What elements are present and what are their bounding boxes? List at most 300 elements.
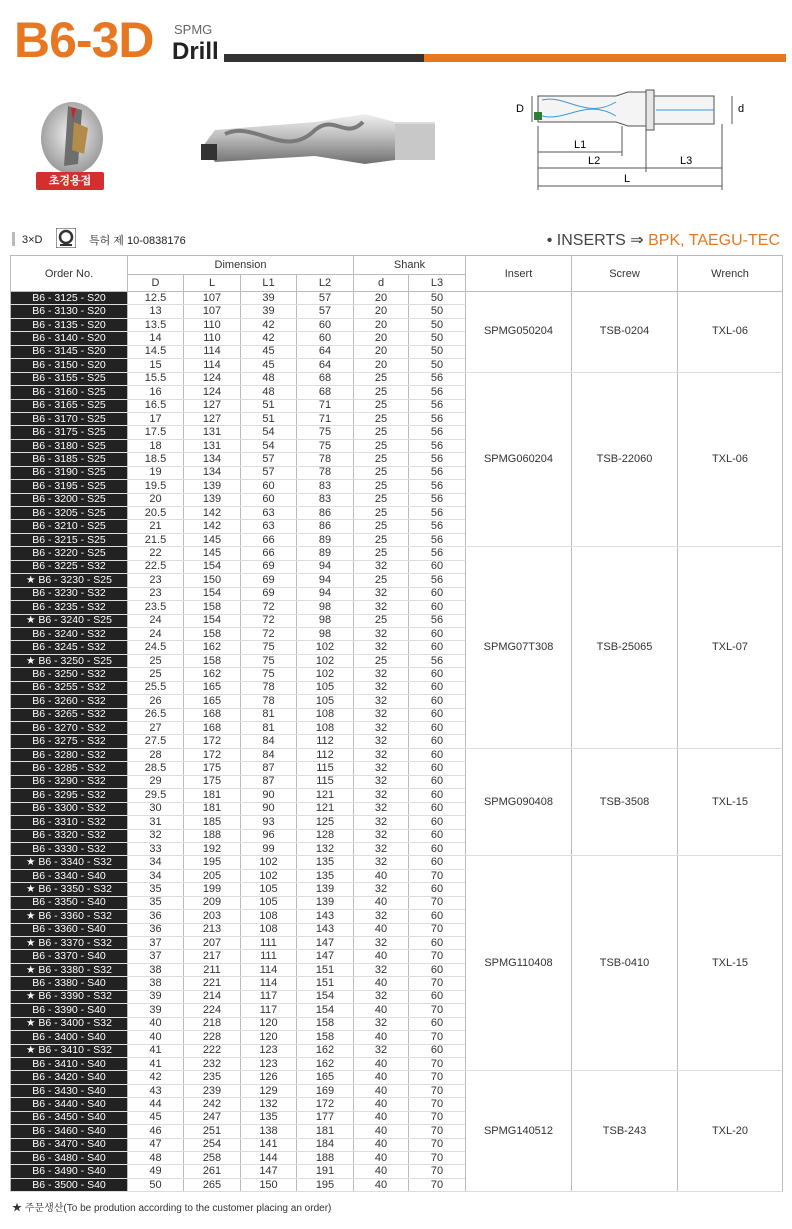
screw-code: TSB-25065 [572, 547, 678, 749]
header-D: D [128, 275, 184, 292]
cell-L: 251 [184, 1125, 241, 1138]
cell-shank-d: 25 [354, 493, 409, 506]
cell-D: 42 [128, 1071, 184, 1084]
table-row [11, 292, 783, 305]
order-number: ★ B6 - 3380 - S32 [11, 963, 128, 976]
cell-L2: 158 [297, 1031, 354, 1044]
cell-D: 23.5 [128, 601, 184, 614]
cell-L1: 45 [241, 345, 297, 358]
cell-L1: 90 [241, 802, 297, 815]
order-number: B6 - 3300 - S32 [11, 802, 128, 815]
cell-L2: 78 [297, 466, 354, 479]
cell-L3: 60 [409, 762, 466, 775]
cell-L1: 93 [241, 816, 297, 829]
cell-L1: 123 [241, 1057, 297, 1070]
cell-L1: 123 [241, 1044, 297, 1057]
cell-shank-d: 40 [354, 1138, 409, 1151]
header-shank: Shank [354, 256, 466, 275]
order-number: B6 - 3310 - S32 [11, 816, 128, 829]
info-marker [12, 232, 15, 246]
cell-L1: 114 [241, 963, 297, 976]
cell-D: 18.5 [128, 453, 184, 466]
order-number: B6 - 3205 - S25 [11, 507, 128, 520]
cell-L1: 147 [241, 1165, 297, 1178]
cell-L: 124 [184, 372, 241, 385]
header-bar [224, 54, 786, 62]
cell-L: 261 [184, 1165, 241, 1178]
cell-D: 29 [128, 775, 184, 788]
cell-L2: 151 [297, 963, 354, 976]
wrench-code: TXL-20 [678, 1071, 783, 1192]
cell-D: 16.5 [128, 399, 184, 412]
cell-L: 134 [184, 453, 241, 466]
order-number: B6 - 3155 - S25 [11, 372, 128, 385]
cell-shank-d: 25 [354, 466, 409, 479]
header-L1: L1 [241, 275, 297, 292]
cell-L1: 78 [241, 695, 297, 708]
cell-L3: 70 [409, 1152, 466, 1165]
cell-L1: 108 [241, 910, 297, 923]
order-number: B6 - 3390 - S40 [11, 1004, 128, 1017]
order-number: B6 - 3410 - S40 [11, 1057, 128, 1070]
cell-D: 13.5 [128, 318, 184, 331]
cell-shank-d: 32 [354, 681, 409, 694]
cell-L1: 57 [241, 466, 297, 479]
order-number: ★ B6 - 3360 - S32 [11, 910, 128, 923]
cell-L2: 86 [297, 507, 354, 520]
cell-L2: 162 [297, 1044, 354, 1057]
insert-code: SPMG07T308 [466, 547, 572, 749]
cell-L1: 72 [241, 614, 297, 627]
table-row [11, 372, 783, 385]
cell-L1: 129 [241, 1084, 297, 1097]
cell-L3: 56 [409, 426, 466, 439]
order-number: B6 - 3145 - S20 [11, 345, 128, 358]
order-number: B6 - 3480 - S40 [11, 1152, 128, 1165]
cell-L2: 191 [297, 1165, 354, 1178]
cell-L: 228 [184, 1031, 241, 1044]
order-number: B6 - 3440 - S40 [11, 1098, 128, 1111]
cell-L3: 60 [409, 1044, 466, 1057]
cell-L: 172 [184, 748, 241, 761]
cell-L2: 83 [297, 480, 354, 493]
cell-D: 30 [128, 802, 184, 815]
inserts-note [547, 230, 780, 250]
order-number: B6 - 3180 - S25 [11, 439, 128, 452]
cell-shank-d: 25 [354, 439, 409, 452]
cell-shank-d: 32 [354, 990, 409, 1003]
dim-d-label: d [738, 103, 745, 115]
order-number: ★ B6 - 3370 - S32 [11, 937, 128, 950]
order-number: B6 - 3270 - S32 [11, 722, 128, 735]
cell-D: 19.5 [128, 480, 184, 493]
depth-ratio-label: 3×D [22, 234, 43, 246]
cell-shank-d: 40 [354, 1004, 409, 1017]
cell-L: 199 [184, 883, 241, 896]
cell-L: 110 [184, 318, 241, 331]
cell-shank-d: 32 [354, 748, 409, 761]
cell-shank-d: 20 [354, 292, 409, 305]
cell-L3: 70 [409, 1098, 466, 1111]
cell-L2: 139 [297, 896, 354, 909]
dim-D-label: D [516, 103, 524, 115]
cell-D: 49 [128, 1165, 184, 1178]
cell-shank-d: 40 [354, 1165, 409, 1178]
cell-D: 14.5 [128, 345, 184, 358]
cell-L1: 54 [241, 426, 297, 439]
cell-L: 168 [184, 722, 241, 735]
cell-L3: 70 [409, 1111, 466, 1124]
order-number: B6 - 3150 - S20 [11, 359, 128, 372]
cell-L: 232 [184, 1057, 241, 1070]
spec-table [10, 255, 783, 1192]
order-number: B6 - 3235 - S32 [11, 601, 128, 614]
cell-D: 41 [128, 1044, 184, 1057]
cell-shank-d: 40 [354, 1125, 409, 1138]
cell-L1: 90 [241, 789, 297, 802]
order-number: B6 - 3295 - S32 [11, 789, 128, 802]
cell-L1: 114 [241, 977, 297, 990]
cell-D: 36 [128, 910, 184, 923]
cell-L: 134 [184, 466, 241, 479]
cell-L1: 102 [241, 869, 297, 882]
cell-L2: 184 [297, 1138, 354, 1151]
inserts-prefix: • INSERTS ⇒ [546, 232, 644, 249]
cell-L3: 50 [409, 292, 466, 305]
screw-code: TSB-0410 [572, 856, 678, 1071]
cell-L1: 72 [241, 627, 297, 640]
screw-code: TSB-22060 [572, 372, 678, 547]
cell-L: 188 [184, 829, 241, 842]
cell-D: 19 [128, 466, 184, 479]
wrench-code: TXL-15 [678, 748, 783, 856]
cell-L1: 60 [241, 493, 297, 506]
cell-D: 35 [128, 896, 184, 909]
insert-code: SPMG110408 [466, 856, 572, 1071]
dim-L-label: L [624, 173, 631, 185]
cell-L: 154 [184, 560, 241, 573]
cell-L: 213 [184, 923, 241, 936]
order-number: B6 - 3140 - S20 [11, 332, 128, 345]
table-row [11, 748, 783, 761]
cell-L3: 56 [409, 412, 466, 425]
cell-L3: 60 [409, 775, 466, 788]
insert-code: SPMG050204 [466, 292, 572, 373]
cell-shank-d: 32 [354, 601, 409, 614]
cell-L3: 60 [409, 883, 466, 896]
cell-shank-d: 32 [354, 856, 409, 869]
cell-L3: 56 [409, 480, 466, 493]
order-number: B6 - 3420 - S40 [11, 1071, 128, 1084]
cell-L3: 70 [409, 1031, 466, 1044]
header-bar-accent [424, 54, 786, 62]
cell-L3: 56 [409, 466, 466, 479]
cell-shank-d: 40 [354, 1098, 409, 1111]
cell-L2: 143 [297, 910, 354, 923]
order-number: B6 - 3210 - S25 [11, 520, 128, 533]
cell-L2: 102 [297, 641, 354, 654]
cell-L2: 102 [297, 668, 354, 681]
cell-L1: 48 [241, 386, 297, 399]
cell-L: 239 [184, 1084, 241, 1097]
cell-D: 17 [128, 412, 184, 425]
order-number: B6 - 3320 - S32 [11, 829, 128, 842]
cell-L1: 39 [241, 292, 297, 305]
cell-L: 209 [184, 896, 241, 909]
cell-shank-d: 32 [354, 695, 409, 708]
wrench-code: TXL-07 [678, 547, 783, 749]
cell-L3: 60 [409, 910, 466, 923]
cell-L3: 70 [409, 896, 466, 909]
cell-D: 23 [128, 587, 184, 600]
order-number: B6 - 3275 - S32 [11, 735, 128, 748]
cell-L3: 60 [409, 1017, 466, 1030]
insert-code: SPMG140512 [466, 1071, 572, 1192]
cell-L2: 71 [297, 412, 354, 425]
order-number: B6 - 3250 - S32 [11, 668, 128, 681]
cell-L2: 169 [297, 1084, 354, 1097]
cell-L: 265 [184, 1178, 241, 1191]
cell-shank-d: 40 [354, 896, 409, 909]
cell-D: 46 [128, 1125, 184, 1138]
order-number: ★ B6 - 3250 - S25 [11, 654, 128, 667]
cell-D: 48 [128, 1152, 184, 1165]
cell-D: 22 [128, 547, 184, 560]
order-number: B6 - 3125 - S20 [11, 292, 128, 305]
cell-L3: 70 [409, 923, 466, 936]
cell-L2: 89 [297, 533, 354, 546]
cell-L: 168 [184, 708, 241, 721]
cell-L: 114 [184, 345, 241, 358]
cell-D: 27.5 [128, 735, 184, 748]
dim-L1-label: L1 [574, 139, 587, 151]
cell-shank-d: 32 [354, 842, 409, 855]
cell-L1: 120 [241, 1017, 297, 1030]
cell-L: 214 [184, 990, 241, 1003]
cell-shank-d: 20 [354, 305, 409, 318]
cell-L2: 177 [297, 1111, 354, 1124]
cell-D: 16 [128, 386, 184, 399]
cell-L1: 42 [241, 318, 297, 331]
cell-L: 221 [184, 977, 241, 990]
cell-L2: 154 [297, 1004, 354, 1017]
cell-shank-d: 32 [354, 910, 409, 923]
order-number: ★ B6 - 3230 - S25 [11, 574, 128, 587]
cell-L2: 154 [297, 990, 354, 1003]
cell-L3: 56 [409, 533, 466, 546]
cell-L2: 98 [297, 601, 354, 614]
order-number: B6 - 3220 - S25 [11, 547, 128, 560]
cell-L3: 70 [409, 1057, 466, 1070]
cell-L1: 51 [241, 412, 297, 425]
cell-L3: 60 [409, 802, 466, 815]
cell-L: 150 [184, 574, 241, 587]
cell-L2: 151 [297, 977, 354, 990]
order-number: B6 - 3185 - S25 [11, 453, 128, 466]
cell-L3: 56 [409, 507, 466, 520]
cell-L: 185 [184, 816, 241, 829]
cell-shank-d: 32 [354, 883, 409, 896]
order-number: B6 - 3225 - S32 [11, 560, 128, 573]
cell-D: 31 [128, 816, 184, 829]
cell-D: 44 [128, 1098, 184, 1111]
cell-L3: 50 [409, 318, 466, 331]
cell-L: 258 [184, 1152, 241, 1165]
order-number: ★ B6 - 3340 - S32 [11, 856, 128, 869]
cell-D: 24.5 [128, 641, 184, 654]
order-number: B6 - 3360 - S40 [11, 923, 128, 936]
cell-D: 47 [128, 1138, 184, 1151]
cell-L: 175 [184, 775, 241, 788]
cell-L: 195 [184, 856, 241, 869]
cell-L1: 78 [241, 681, 297, 694]
cell-shank-d: 20 [354, 332, 409, 345]
cell-D: 35 [128, 883, 184, 896]
cell-L3: 60 [409, 829, 466, 842]
header-screw: Screw [572, 256, 678, 292]
cell-D: 18 [128, 439, 184, 452]
header-L: L [184, 275, 241, 292]
table-row [11, 856, 783, 869]
cell-shank-d: 32 [354, 641, 409, 654]
cell-L1: 60 [241, 480, 297, 493]
cell-D: 36 [128, 923, 184, 936]
cell-shank-d: 40 [354, 1111, 409, 1124]
cell-L3: 60 [409, 963, 466, 976]
product-series-label: SPMG [174, 22, 213, 37]
cell-shank-d: 25 [354, 480, 409, 493]
cell-L3: 56 [409, 493, 466, 506]
cell-L: 242 [184, 1098, 241, 1111]
order-number: B6 - 3350 - S40 [11, 896, 128, 909]
cell-D: 34 [128, 869, 184, 882]
cell-L1: 72 [241, 601, 297, 614]
cell-L1: 63 [241, 520, 297, 533]
cell-L3: 70 [409, 1084, 466, 1097]
cell-D: 29.5 [128, 789, 184, 802]
screw-code: TSB-243 [572, 1071, 678, 1192]
cell-L: 162 [184, 668, 241, 681]
cell-L2: 132 [297, 842, 354, 855]
cell-D: 17.5 [128, 426, 184, 439]
order-number: B6 - 3195 - S25 [11, 480, 128, 493]
cell-L1: 51 [241, 399, 297, 412]
cell-D: 24 [128, 614, 184, 627]
header-insert: Insert [466, 256, 572, 292]
cell-L3: 60 [409, 668, 466, 681]
cell-L3: 56 [409, 439, 466, 452]
order-number: B6 - 3330 - S32 [11, 842, 128, 855]
order-number: ★ B6 - 3240 - S25 [11, 614, 128, 627]
cell-shank-d: 25 [354, 372, 409, 385]
cell-shank-d: 32 [354, 587, 409, 600]
cell-L1: 135 [241, 1111, 297, 1124]
cell-L3: 60 [409, 560, 466, 573]
header-L2: L2 [297, 275, 354, 292]
dimension-diagram [496, 82, 786, 197]
order-number: B6 - 3240 - S32 [11, 627, 128, 640]
cell-L2: 147 [297, 950, 354, 963]
cell-L3: 60 [409, 627, 466, 640]
cell-L: 247 [184, 1111, 241, 1124]
cell-L: 154 [184, 614, 241, 627]
screw-code: TSB-3508 [572, 748, 678, 856]
cell-L2: 64 [297, 359, 354, 372]
cell-L2: 64 [297, 345, 354, 358]
cell-shank-d: 40 [354, 923, 409, 936]
cell-L2: 143 [297, 923, 354, 936]
cell-shank-d: 20 [354, 359, 409, 372]
cell-L: 145 [184, 547, 241, 560]
cell-L3: 60 [409, 695, 466, 708]
cell-L1: 105 [241, 883, 297, 896]
cell-L2: 86 [297, 520, 354, 533]
dim-L2-label: L2 [588, 155, 601, 167]
cell-L: 107 [184, 305, 241, 318]
cell-L: 158 [184, 654, 241, 667]
cell-D: 23 [128, 574, 184, 587]
cell-shank-d: 32 [354, 708, 409, 721]
cell-L3: 60 [409, 587, 466, 600]
cell-D: 21.5 [128, 533, 184, 546]
cell-L1: 57 [241, 453, 297, 466]
cell-L2: 105 [297, 695, 354, 708]
cell-L1: 69 [241, 587, 297, 600]
spec-table-body [11, 292, 783, 1192]
cell-D: 26 [128, 695, 184, 708]
cell-shank-d: 40 [354, 1152, 409, 1165]
cell-L1: 45 [241, 359, 297, 372]
cell-L2: 115 [297, 775, 354, 788]
cell-L: 114 [184, 359, 241, 372]
cell-L: 158 [184, 601, 241, 614]
cell-L2: 98 [297, 614, 354, 627]
order-number: ★ B6 - 3390 - S32 [11, 990, 128, 1003]
cell-L3: 70 [409, 869, 466, 882]
cell-L: 127 [184, 412, 241, 425]
order-number: B6 - 3245 - S32 [11, 641, 128, 654]
cell-shank-d: 32 [354, 1044, 409, 1057]
cell-L2: 94 [297, 574, 354, 587]
cell-L: 181 [184, 802, 241, 815]
cell-L3: 70 [409, 1004, 466, 1017]
cell-L: 142 [184, 507, 241, 520]
cell-D: 32 [128, 829, 184, 842]
cell-L3: 50 [409, 305, 466, 318]
cell-L: 172 [184, 735, 241, 748]
cell-shank-d: 40 [354, 1178, 409, 1191]
cell-L3: 60 [409, 708, 466, 721]
cell-L: 131 [184, 426, 241, 439]
cell-L: 158 [184, 627, 241, 640]
dim-L3-label: L3 [680, 155, 693, 167]
cell-shank-d: 25 [354, 654, 409, 667]
cell-shank-d: 25 [354, 412, 409, 425]
cell-D: 25 [128, 668, 184, 681]
order-number: B6 - 3430 - S40 [11, 1084, 128, 1097]
order-number: B6 - 3400 - S40 [11, 1031, 128, 1044]
order-number: B6 - 3265 - S32 [11, 708, 128, 721]
header-dimension: Dimension [128, 256, 354, 275]
cell-L: 211 [184, 963, 241, 976]
cell-shank-d: 20 [354, 345, 409, 358]
cell-L3: 70 [409, 1071, 466, 1084]
cell-shank-d: 32 [354, 802, 409, 815]
cell-shank-d: 40 [354, 977, 409, 990]
cell-L: 139 [184, 493, 241, 506]
cell-D: 45 [128, 1111, 184, 1124]
cell-L: 110 [184, 332, 241, 345]
